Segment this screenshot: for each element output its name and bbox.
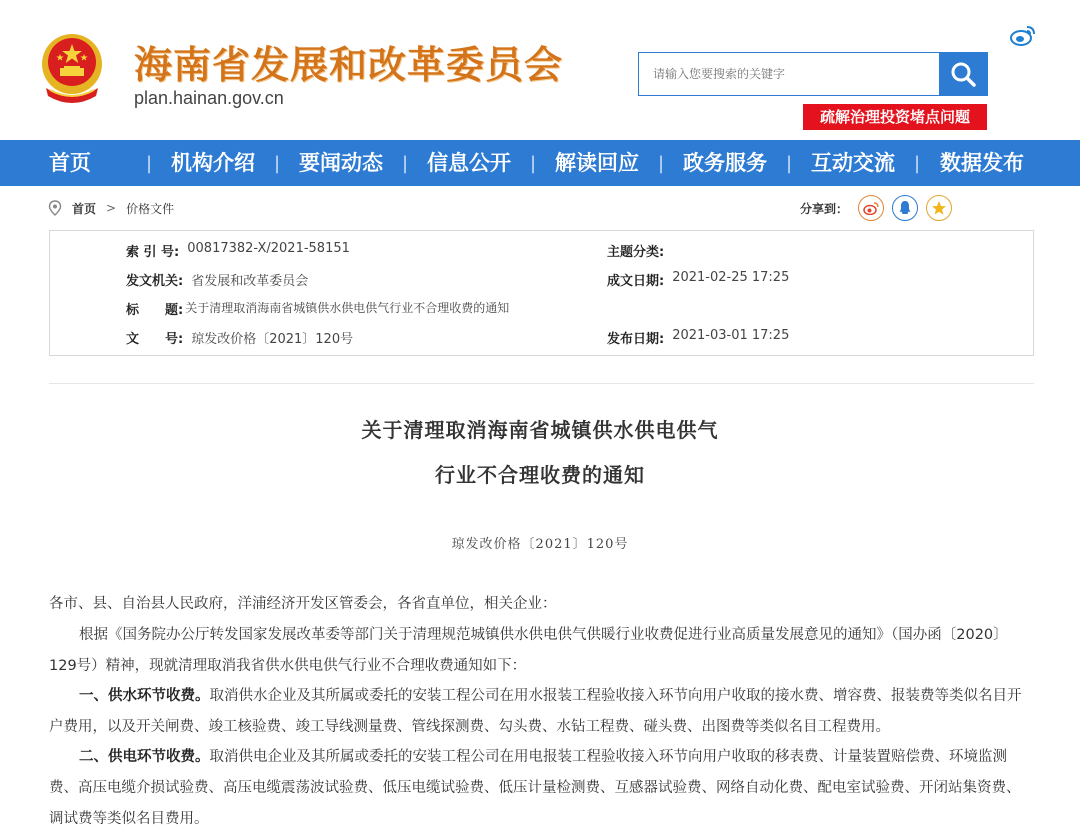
- meta-published: [607, 328, 789, 347]
- share-bar: [800, 195, 960, 221]
- document-salutation: 各市、县、自治县人民政府，洋浦经济开发区管委会，各省直单位，相关企业：: [49, 596, 557, 612]
- breadcrumb-separator: >: [106, 201, 117, 215]
- breadcrumb: [48, 198, 174, 218]
- paragraph-heading: 一、供水环节收费。: [79, 688, 210, 704]
- paragraph-text: 取消供水企业及其所属或委托的安装工程公司在用水报装工程验收接入环节向用户收取的接水费、增容费、报装费等类似名目开户费用，以及开关闸费、竣工核验费、竣工导线测量费、管线探测费、勾头费、水钻工程费、碰头费、出图费等类似名目工程费用。: [49, 688, 1022, 735]
- meta-issuer-label: 发文机关:: [126, 274, 184, 289]
- meta-created: [607, 270, 789, 289]
- meta-title-label: 标 题:: [126, 303, 184, 318]
- search-box: [638, 52, 988, 96]
- nav-item-services[interactable]: 政务服务: [683, 151, 767, 175]
- site-title[interactable]: 海南省发展和改革委员会: [134, 43, 564, 87]
- share-weibo-button[interactable]: [858, 195, 884, 221]
- nav-item-home[interactable]: 首页: [49, 151, 91, 175]
- qzone-icon: [931, 200, 947, 216]
- nav-item-interaction[interactable]: 互动交流: [811, 151, 895, 175]
- meta-index-value: 00817382-X/2021-58151: [187, 241, 350, 256]
- nav-item-about[interactable]: 机构介绍: [171, 151, 255, 175]
- share-qzone-button[interactable]: [926, 195, 952, 221]
- nav-item-data[interactable]: 数据发布: [940, 151, 1024, 175]
- paragraph-text: 取消供电企业及其所属或委托的安装工程公司在用电报装工程验收接入环节向用户收取的移表费、计量装置赔偿费、环境监测费、高压电缆介损试验费、高压电缆震荡波试验费、低压电缆试验费、低压计量检测费、互感器试验费、网络自动化费、配电室试验费、开闭站集资费、调试费等类似名目费用。: [49, 749, 1021, 827]
- meta-index: [126, 241, 350, 260]
- share-qq-button[interactable]: [892, 195, 918, 221]
- meta-issuer-value: 省发展和改革委员会: [191, 274, 309, 289]
- search-icon: [950, 61, 976, 87]
- nav-separator: |: [913, 152, 921, 174]
- document-title-line2: 行业不合理收费的通知: [435, 463, 645, 487]
- document-title-line1: 关于清理取消海南省城镇供水供电供气: [361, 418, 719, 442]
- paragraph-heading: 二、供电环节收费。: [79, 749, 210, 765]
- meta-topic: [607, 241, 672, 260]
- document-number: 琼发改价格〔2021〕120号: [451, 537, 629, 552]
- nav-separator: |: [145, 152, 153, 174]
- nav-item-disclosure[interactable]: 信息公开: [427, 151, 511, 175]
- document-paragraph: [49, 620, 1034, 682]
- meta-created-label: 成文日期:: [607, 274, 665, 289]
- share-label: 分享到：: [800, 201, 849, 216]
- search-button[interactable]: [939, 53, 987, 95]
- location-pin-icon: [48, 200, 62, 216]
- weibo-icon: [863, 201, 879, 215]
- nav-item-interpretation[interactable]: 解读回应: [555, 151, 639, 175]
- search-input[interactable]: [639, 53, 939, 95]
- document-meta: [49, 230, 1034, 356]
- meta-index-label: 索 引 号:: [126, 245, 180, 260]
- meta-published-label: 发布日期:: [607, 332, 665, 347]
- site-url: plan.hainan.gov.cn: [134, 88, 284, 108]
- national-emblem-icon[interactable]: [36, 30, 108, 110]
- site-header: [0, 0, 1080, 140]
- nav-separator: |: [785, 152, 793, 174]
- nav-separator: |: [657, 152, 665, 174]
- nav-separator: |: [529, 152, 537, 174]
- breadcrumb-home[interactable]: 首页: [72, 201, 97, 216]
- paragraph-text: 根据《国务院办公厅转发国家发展改革委等部门关于清理规范城镇供水供电供气供暖行业收费促进行业高质量发展意见的通知》（国办函〔2020〕129号）精神，现就清理取消我省供水供电供气行业不合理收费通知如下：: [49, 627, 1008, 674]
- breadcrumb-current[interactable]: 价格文件: [126, 201, 175, 216]
- meta-title: [126, 299, 509, 318]
- meta-docno-label: 文 号:: [126, 332, 184, 347]
- meta-docno: [126, 328, 353, 347]
- qq-icon: [898, 200, 912, 216]
- nav-separator: |: [401, 152, 409, 174]
- meta-issuer: [126, 270, 308, 289]
- promo-banner[interactable]: 疏解治理投资堵点问题: [803, 104, 987, 130]
- document-paragraph: [49, 681, 1034, 743]
- divider: [49, 383, 1034, 384]
- weibo-icon[interactable]: [1010, 24, 1036, 46]
- meta-topic-label: 主题分类:: [607, 245, 665, 260]
- nav-item-news[interactable]: 要闻动态: [299, 151, 383, 175]
- meta-docno-value: 琼发改价格〔2021〕120号: [191, 332, 354, 347]
- meta-published-value: 2021-03-01 17:25: [672, 328, 790, 343]
- meta-created-value: 2021-02-25 17:25: [672, 270, 790, 285]
- nav-separator: |: [273, 152, 281, 174]
- main-nav: [0, 140, 1080, 186]
- document-paragraph: [49, 742, 1034, 832]
- meta-title-value: 关于清理取消海南省城镇供水供电供气行业不合理收费的通知: [185, 301, 510, 315]
